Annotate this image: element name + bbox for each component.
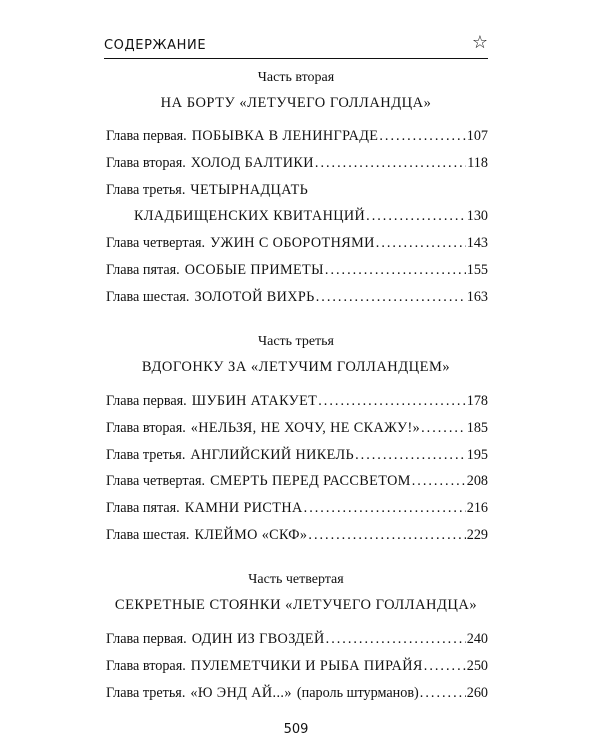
page-ref: 107 [466,128,488,144]
dot-leader [421,420,466,437]
dot-leader [376,235,466,252]
star-icon: ☆ [471,32,488,53]
toc-entry[interactable] [106,420,488,447]
toc-entry[interactable] [106,527,488,554]
toc-entry[interactable] [106,155,488,182]
chapter-title: ОДИН ИЗ ГВОЗДЕЙ [191,631,325,647]
dot-leader [318,393,465,410]
dot-leader [304,500,466,517]
chapter-number: Глава вторая. [106,657,186,674]
chapter-number: Глава первая. [106,393,187,409]
chapter-number: Глава четвертая. [106,473,206,490]
chapter-title: «Ю ЭНД АЙ...» [190,684,292,701]
chapter-number: Глава первая. [106,128,187,144]
chapter-number: Глава третья. [106,446,186,463]
chapter-number: Глава первая. [106,631,187,647]
page-ref: 118 [467,154,488,171]
chapter-title: «НЕЛЬЗЯ, НЕ ХОЧУ, НЕ СКАЖУ!» [190,419,421,436]
part-heading [104,572,488,614]
chapter-title: КАМНИ РИСТНА [184,500,303,517]
chapter-number: Глава четвертая. [106,235,206,252]
toc-entry[interactable] [106,631,488,658]
chapter-number: Глава третья. [106,684,186,701]
chapter-number: Глава шестая. [106,288,190,305]
chapter-title: АНГЛИЙСКИЙ НИКЕЛЬ [190,446,355,463]
part-label: Часть вторая [257,70,335,85]
toc-entry[interactable] [106,473,488,500]
page-ref: 155 [466,261,488,278]
chapter-title: ХОЛОД БАЛТИКИ [190,154,314,171]
dot-leader [326,631,466,648]
chapter-subtitle: (пароль штурманов) [296,684,419,701]
toc-entry[interactable] [106,128,488,155]
dot-leader [379,128,465,145]
toc-entry[interactable] [106,393,488,420]
chapter-title: КЛЕЙМО «СКФ» [194,526,308,543]
dot-leader [424,658,466,675]
part-heading [104,70,488,112]
toc-entry[interactable] [106,235,488,262]
header-title: СОДЕРЖАНИЕ [104,38,207,53]
dot-leader [366,208,466,225]
dot-leader [316,289,466,306]
toc-entry[interactable] [106,289,488,316]
toc-entry[interactable] [106,658,488,685]
chapter-number: Глава шестая. [106,526,190,543]
toc-entry[interactable] [106,447,488,474]
chapter-title: ПОБЫВКА В ЛЕНИНГРАДЕ [191,128,379,144]
page-ref: 216 [466,500,488,517]
chapter-title: СМЕРТЬ ПЕРЕД РАССВЕТОМ [210,473,411,490]
page-ref: 178 [466,393,488,409]
page-ref: 130 [466,208,488,225]
dot-leader [355,447,466,464]
page-ref: 208 [466,473,488,490]
running-header [104,32,488,59]
chapter-title: ПУЛЕМЕТЧИКИ И РЫБА ПИРАЙЯ [190,657,423,674]
dot-leader [315,155,466,172]
chapter-title: ЗОЛОТОЙ ВИХРЬ [194,288,315,305]
chapter-title: ШУБИН АТАКУЕТ [191,393,318,409]
chapter-number: Глава пятая. [106,261,180,278]
part-heading [104,334,488,376]
part-label: Часть четвертая [248,572,344,587]
dot-leader [325,262,466,279]
chapter-number: Глава пятая. [106,500,180,517]
page-ref: 195 [466,446,488,463]
chapter-title: УЖИН С ОБОРОТНЯМИ [210,235,375,252]
page-ref: 143 [466,235,488,252]
chapter-title-continuation: КЛАДБИЩЕНСКИХ КВИТАНЦИЙ [134,208,366,225]
page-ref: 163 [466,288,488,305]
toc-entry[interactable] [106,685,488,712]
toc-list [106,631,488,711]
part-label: Часть третья [258,334,334,349]
part-title: СЕКРЕТНЫЕ СТОЯНКИ «ЛЕТУЧЕГО ГОЛЛАНДЦА» [114,597,478,613]
dot-leader [308,527,465,544]
chapter-title: ЧЕТЫРНАДЦАТЬ [190,181,309,198]
chapter-number: Глава вторая. [106,419,186,436]
page-ref: 229 [466,526,488,543]
toc-entry-continuation[interactable] [106,208,488,235]
page-ref: 260 [466,684,488,701]
toc-list [106,128,488,316]
part-title: ВДОГОНКУ ЗА «ЛЕТУЧИМ ГОЛЛАНДЦЕМ» [141,359,451,375]
dot-leader [412,473,466,490]
chapter-title: ОСОБЫЕ ПРИМЕТЫ [184,261,324,278]
toc-entry[interactable] [106,262,488,289]
toc-entry[interactable] [106,182,488,209]
page-number: 509 [283,722,309,737]
toc-entry[interactable] [106,500,488,527]
toc-list [106,393,488,554]
chapter-number: Глава вторая. [106,154,186,171]
dot-leader [420,685,466,702]
page-ref: 185 [466,419,488,436]
chapter-number: Глава третья. [106,181,186,198]
page-ref: 250 [466,657,488,674]
page-ref: 240 [466,631,488,647]
part-title: НА БОРТУ «ЛЕТУЧЕГО ГОЛЛАНДЦА» [160,95,432,111]
